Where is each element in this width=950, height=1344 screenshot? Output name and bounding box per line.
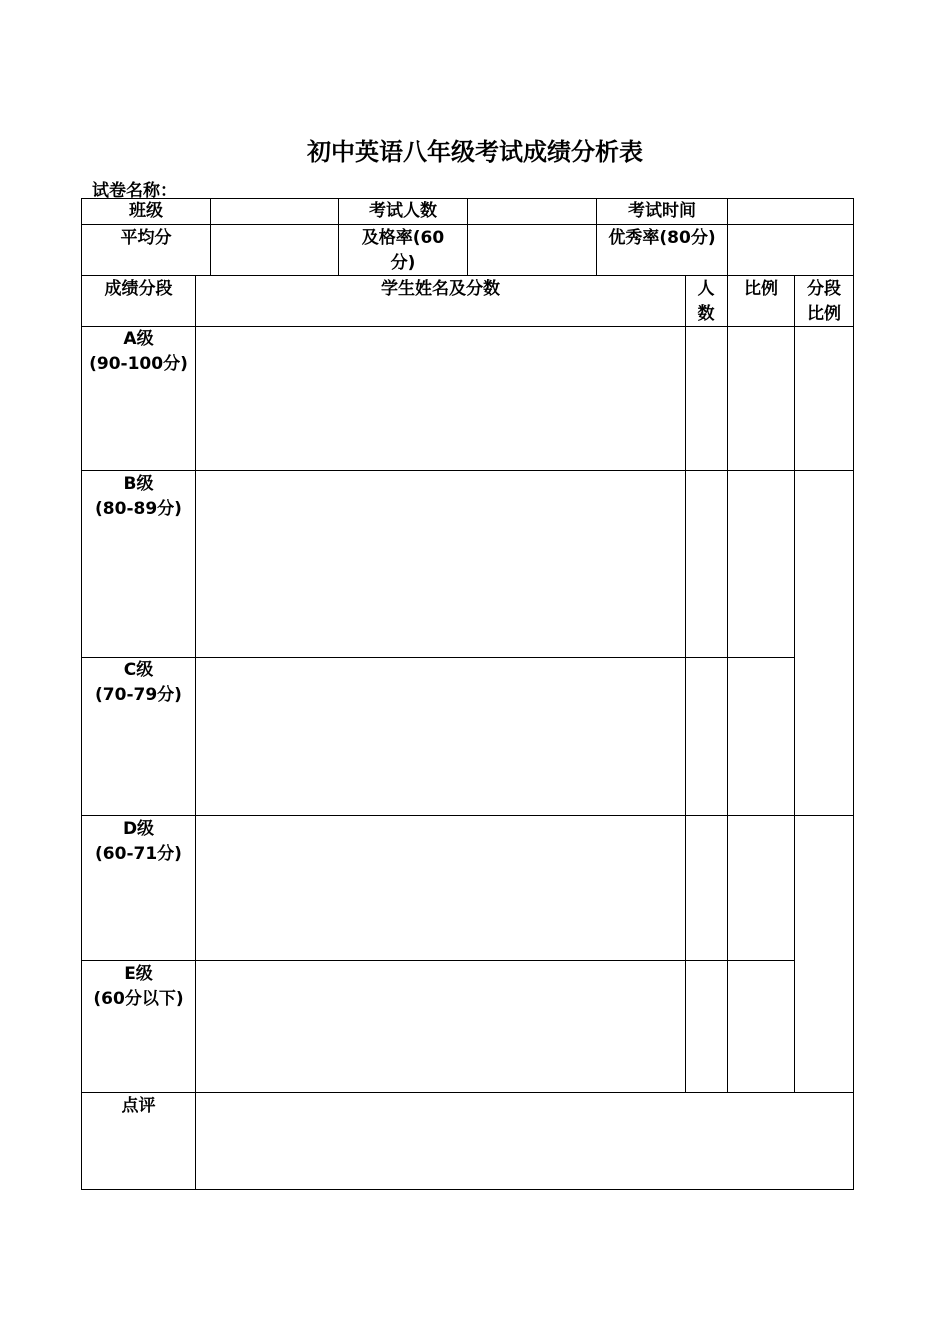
class-label: 班级 [129,201,163,221]
excellent-rate-field[interactable] [728,225,853,275]
grade-label: B级 [123,474,154,494]
grade-range: (60-71分) [95,844,182,864]
names-scores-column-header: 学生姓名及分数 [381,279,500,299]
exam-time-label: 考试时间 [628,201,696,221]
grade-label: A级 [123,329,154,349]
exam-count-label: 考试人数 [369,201,437,221]
pass-rate-label: 及格率(60分) [361,228,445,273]
average-field[interactable] [211,225,338,275]
exam-count-field[interactable] [468,199,596,224]
grade-d-names-field[interactable] [196,816,685,960]
row-divider [81,275,854,276]
grade-b-names-field[interactable] [196,471,685,657]
grade-e-names-field[interactable] [196,961,685,1092]
grade-label: D级 [122,819,155,839]
comment-label: 点评 [121,1096,156,1116]
pass-rate-field[interactable] [468,225,596,275]
col-divider [685,275,686,1092]
col-divider [794,275,795,1092]
grade-range: (90-100分) [89,354,188,374]
grade-a-names-field[interactable] [196,327,685,470]
grade-label: E级 [124,964,153,984]
grade-label: C级 [123,660,154,680]
col-divider [727,275,728,1092]
grade-c-names-field[interactable] [196,658,685,815]
segment-column-header: 成绩分段 [104,279,173,299]
grade-range: (70-79分) [95,685,182,705]
count-column-header: 人数 [697,279,715,324]
paper-name-label: 试卷名称： [92,181,177,201]
excellent-rate-label: 优秀率(80分) [608,228,716,248]
class-field[interactable] [211,199,338,224]
segment-ratio-column-header: 分段比例 [807,279,841,324]
average-label: 平均分 [120,228,172,248]
grade-range: (80-89分) [95,499,182,519]
exam-time-field[interactable] [728,199,853,224]
page-title: 初中英语八年级考试成绩分析表 [307,138,643,166]
comment-field[interactable] [196,1093,853,1189]
ratio-column-header: 比例 [744,279,778,299]
grade-range: (60分以下) [93,989,184,1009]
